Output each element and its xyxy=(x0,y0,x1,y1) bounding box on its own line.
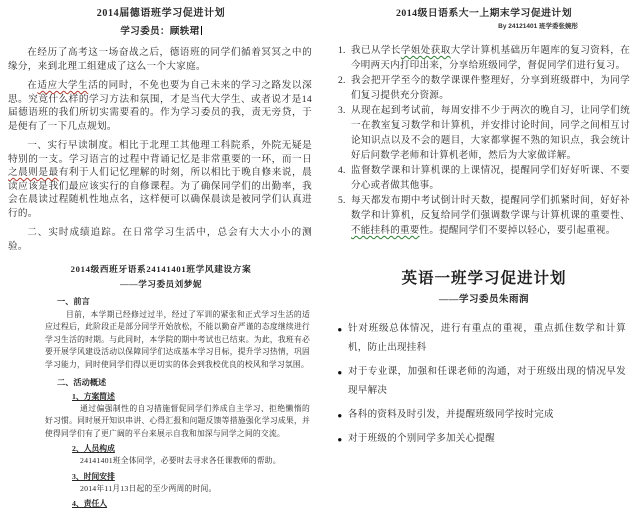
doc-english-class-plan xyxy=(326,269,640,449)
doc3-list-item xyxy=(338,74,630,104)
doc2-item-body: 24141401班全体同学，必要时去寻求各任课教师的帮助。 xyxy=(80,456,281,466)
list-item-text: 监督数学课和计算机课的上课情况，提醒同学们好好听课、不要分心或者做其他事。 xyxy=(351,166,630,191)
list-item-text: 我会把开学至今的数学课课件整理好，分享到班级群中，为同学们复习提供充分资源。 xyxy=(351,76,630,101)
doc4-bullet-item xyxy=(332,430,630,449)
doc3-list-item xyxy=(338,164,630,194)
doc4-bullet-item xyxy=(332,406,630,425)
doc-japanese-class-plan xyxy=(326,8,640,239)
doc2-section-heading-foreword: 一、前言 xyxy=(57,297,90,306)
doc3-list-item xyxy=(338,104,630,164)
doc2-item-heading: 2、人员构成 xyxy=(72,444,115,454)
doc3-title: 2014级日语系大一上期末学习促进计划 xyxy=(395,8,573,19)
list-number: 4. xyxy=(338,166,346,176)
doc1-paragraph: 在适应大学生活的同时，不免也要为自己未来的学习之路发以深思。究竟什么样的学习方法和氛围，才是当代大学生、或者说才是14届德语班的我们所切实需要看的。作为学习委员的我，责无旁贷，于是便有了一下几点规划。 xyxy=(8,80,312,132)
list-number: 5. xyxy=(338,196,346,206)
doc2-item-heading: 4、责任人 xyxy=(72,499,108,509)
list-number: 3. xyxy=(338,106,346,116)
doc1-subtitle-text: 学习委员：顾轶珺 xyxy=(120,27,200,37)
list-item-text: 每天都发布期中考试倒计时天数，提醒同学们抓紧时间，好好补数学和计算机，反复给同学们强调数学课与计算机课的重要性、不能挂科的重要性。提醒同学们不要掉以轻心，要引起重视。 xyxy=(351,196,630,236)
spellcheck-underline: 适应大学生 xyxy=(37,80,89,91)
doc1-paragraph: 二、实时成绩追踪。在日常学习生活中，总会有大大小小的测验。 xyxy=(8,227,312,252)
text-cursor xyxy=(201,26,202,35)
doc4-subtitle: ——学习委员朱雨润 xyxy=(438,295,529,305)
doc4-title: 英语一班学习促进计划 xyxy=(401,270,567,287)
bullet-icon: ● xyxy=(337,411,343,420)
bullet-icon: ● xyxy=(337,435,343,444)
doc2-subtitle: ——学习委员刘梦妮 xyxy=(120,279,202,289)
bullet-item-text: 各科的资料及时引发，并提醒班级同学按时完成 xyxy=(348,410,554,420)
doc-spanish-class-plan xyxy=(0,264,322,509)
list-item-text: 我已从学长学姐处获取大学计算机基础历年题库的复习资料，在今明两天内打印出来，分享给班级同学，督促同学们进行复习。 xyxy=(351,46,630,71)
doc2-item-heading: 1、方案简述 xyxy=(72,392,115,402)
doc1-title: 2014届德语班学习促进计划 xyxy=(96,8,226,19)
doc4-bullet-item xyxy=(332,363,630,401)
spellcheck-underline: 学姐处获取 xyxy=(400,46,451,56)
list-number: 1. xyxy=(338,46,346,56)
bullet-icon: ● xyxy=(337,325,343,334)
doc2-item-body: 通过偏强制性的自习措施督促同学们养成自主学习、拒绝懒惰的好习惯。同时展开知识串讲、心得汇报和问题反馈等措施强化学习成果，并使得同学们有了更广阔的平台来展示自我和加深与同学之间的交流。 xyxy=(45,404,310,438)
doc2-item-body: 2014年11月13日起的至少两周的时间。 xyxy=(80,483,217,493)
doc1-paragraph: 在经历了高考这一场奋战之后，德语班的同学们循着冥冥之中的缘分，来到北理工组建成了这么一个大家庭。 xyxy=(8,47,312,72)
doc2-item-heading: 3、时间安排 xyxy=(72,471,115,481)
list-item-text: 从现在起到考试前，每周安排不少于两次的晚自习，让同学们统一在教室复习数学和计算机，并安排讨论时间，同学之间相互讨论知识点以及不会的题目，大家都掌握不熟的知识点，我会统计好后问数学老师和计算机老师，然后为大家做详解。 xyxy=(351,106,630,161)
doc2-title: 2014级西班牙语系24141401班学风建设方案 xyxy=(70,264,252,274)
doc1-subtitle[interactable] xyxy=(6,26,316,38)
bullet-item-text: 针对班级总体情况，进行有重点的重视，重点抓住数学和计算机，防止出现挂科 xyxy=(348,324,626,353)
doc4-bullet-item xyxy=(332,320,630,358)
doc1-paragraph: 一、实行早读制度。相比于北理工其他理工科院系，外院无疑是特别的一支。学习语言的过程中背诵记忆是非常重要的一环，而一日之晨则是最有利于人们记忆理解的时刻，所以相比于晚自修来说，晨读应该是我们最应该实行的自修课程。为了确保同学们的出勤率，我会在晨读过程随机性地点名，这样便可以确保晨读是被同学们认真进行的。 xyxy=(8,140,313,219)
doc3-list-item xyxy=(338,194,630,239)
list-number: 2. xyxy=(338,76,346,86)
doc4-bullet-list xyxy=(332,320,630,449)
doc3-list-item xyxy=(338,44,630,74)
doc2-foreword-body: 目前，本学期已经修过过半，经过了军训的紧张和正式学习生活的适应过程后，此阶段正是部分同学开始放松，不能以勤奋严谨的态度继续进行学习生活的时期。与此同时，本学院的期中考试也已结束。为此，我班有必要开展学风建设活动以保障同学们达成基本学习目标，提升学习热情，巩固学习能力，同时使同学们得以更切实的体会到我校优良的校风和学习氛围。 xyxy=(45,310,310,369)
bullet-item-text: 对于专业课，加强和任课老师的沟通，对于班级出现的情况早发现早解决 xyxy=(348,367,626,396)
doc2-section-heading-overview: 二、活动概述 xyxy=(57,378,107,388)
page-right xyxy=(326,0,640,474)
doc-german-class-plan xyxy=(0,8,322,253)
doc3-numbered-list xyxy=(338,44,630,239)
bullet-icon: ● xyxy=(337,368,343,377)
spellcheck-underline: 不能挂科的重要 xyxy=(351,226,420,236)
bullet-item-text: 对于班级的个别同学多加关心提醒 xyxy=(348,434,496,444)
doc3-byline: By 24121401 班学委张婉彤 xyxy=(498,23,578,30)
spellcheck-underline: 之晨则是最 xyxy=(8,167,59,178)
